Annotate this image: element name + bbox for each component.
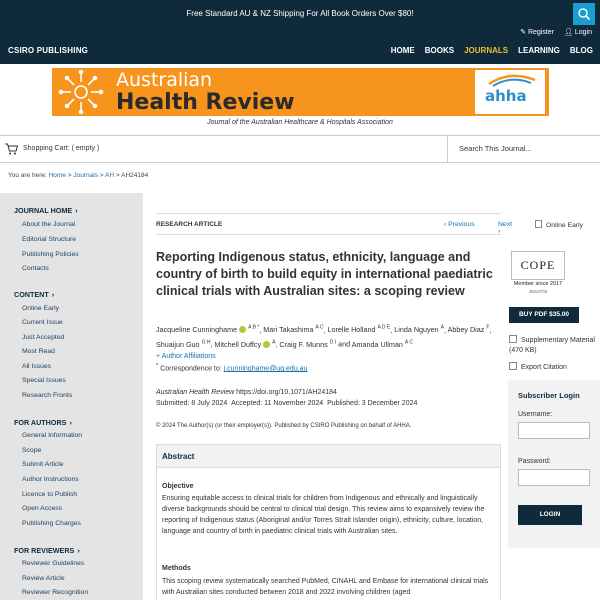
copyright-notice: © 2024 The Author(s) (or their employer(s)). Published by CSIRO Publishing on behalf of AHHA. <box>156 423 412 429</box>
sidebar-item-current-issue[interactable]: Current Issue <box>22 319 63 326</box>
sidebar-item-about[interactable]: About the Journal <box>22 221 76 228</box>
shopping-cart[interactable] <box>0 136 448 162</box>
sidebar-item-all-issues[interactable]: All Issues <box>22 363 52 370</box>
accepted-date: Accepted: 11 November 2024 <box>231 400 324 407</box>
chevron-right-icon: › <box>51 290 55 299</box>
username-label: Username: <box>518 411 553 418</box>
cart-label: Shopping Cart: ( empty ) <box>23 145 100 152</box>
chevron-right-icon: › <box>69 418 72 427</box>
username-field[interactable] <box>518 422 590 439</box>
chevron-right-icon: › <box>75 206 78 215</box>
menu-books[interactable]: BOOKS <box>424 46 455 55</box>
register-link[interactable]: ✎ Register <box>520 29 555 36</box>
sidebar-item-open-access[interactable]: Open Access <box>22 505 63 512</box>
author-link[interactable]: Abbey Diaz $^F$ <box>447 325 490 335</box>
previous-article-link[interactable]: ‹ Previous <box>444 221 475 228</box>
download-icon <box>509 335 517 343</box>
main-menu <box>391 46 593 55</box>
chevron-left-icon: ‹ <box>444 221 449 228</box>
submitted-date: Submitted: 8 July 2024 <box>156 400 228 407</box>
journal-name: Australian Health Review <box>156 389 235 396</box>
menu-learning[interactable]: LEARNING <box>518 46 560 55</box>
cope-badge[interactable] <box>510 251 566 297</box>
author-link[interactable]: Craig F. Munns $^{D I}$ <box>279 339 337 349</box>
sidebar-item-just-accepted[interactable]: Just Accepted <box>22 334 65 341</box>
login-button[interactable]: LOGIN <box>518 505 582 525</box>
search-button[interactable] <box>573 3 595 25</box>
published-date: Published: 3 December 2024 <box>327 400 418 407</box>
chevron-right-icon: › <box>77 546 80 555</box>
cope-logo: COPE <box>511 251 565 280</box>
export-icon <box>509 362 517 370</box>
subscriber-login-panel <box>508 380 600 548</box>
author-link[interactable]: Shuaijun Guo $^{G H}$ <box>156 339 211 349</box>
breadcrumb-home[interactable]: Home <box>48 172 66 179</box>
correspondence-email-link[interactable]: j.cunninghame@uq.edu.au <box>223 365 308 373</box>
sidebar-section-content[interactable]: CONTENT › <box>14 290 55 299</box>
search-icon <box>573 3 595 25</box>
site-brand[interactable]: CSIRO PUBLISHING <box>8 46 89 55</box>
sidebar-item-review-article[interactable]: Review Article <box>22 575 65 582</box>
document-icon <box>535 220 542 228</box>
sidebar-item-policies[interactable]: Publishing Policies <box>22 251 79 258</box>
ahha-logo-text: ahha <box>485 87 527 105</box>
breadcrumb-ah[interactable]: AH <box>105 172 115 179</box>
sidebar-item-submit-article[interactable]: Submit Article <box>22 461 64 468</box>
sidebar-section-for-reviewers[interactable]: FOR REVIEWERS › <box>14 546 80 555</box>
orcid-icon[interactable] <box>263 341 270 348</box>
breadcrumb: You are here: Home > Journals > AH > AH24184 <box>8 172 149 179</box>
sun-logo-icon <box>56 70 106 114</box>
methods-label: Methods <box>162 565 191 572</box>
banner-title-line1: Australian <box>116 69 213 91</box>
sidebar-item-author-instructions[interactable]: Author Instructions <box>22 476 79 483</box>
citation-block <box>156 387 501 409</box>
cart-icon <box>5 143 18 155</box>
orcid-icon[interactable] <box>239 326 246 333</box>
pencil-icon: ✎ <box>520 29 528 36</box>
menu-blog[interactable]: BLOG <box>569 46 593 55</box>
sidebar-item-research-fronts[interactable]: Research Fronts <box>22 392 73 399</box>
top-navigation <box>0 27 600 64</box>
search-input[interactable] <box>449 136 569 160</box>
sidebar-item-general-info[interactable]: General Information <box>22 432 83 439</box>
sidebar-item-most-read[interactable]: Most Read <box>22 348 55 355</box>
author-link[interactable]: Mari Takashima $^{A C}$ <box>263 325 324 335</box>
password-field[interactable] <box>518 469 590 486</box>
sidebar-item-reviewer-guidelines[interactable]: Reviewer Guidelines <box>22 560 85 567</box>
menu-journals[interactable]: JOURNALS <box>464 46 509 55</box>
author-link[interactable]: Mitchell Duffcy $^A$ <box>214 339 276 349</box>
methods-text: This scoping review systematically searched PubMed, CINAHL and Embase for international clinical trials with Australian sites conducted between 2018 and 2022 involving children (aged <box>162 578 489 596</box>
ahha-logo <box>475 70 545 114</box>
article-type-label: RESEARCH ARTICLE <box>156 221 223 228</box>
buy-pdf-button[interactable]: BUY PDF $35.00 <box>509 307 579 323</box>
breadcrumb-journals[interactable]: Journals <box>73 172 98 179</box>
sidebar-item-online-early[interactable]: Online Early <box>22 305 60 312</box>
journal-banner[interactable] <box>52 68 549 116</box>
cart-search-bar <box>0 135 600 163</box>
author-link[interactable]: Lorelle Holland $^{A D E}$ <box>327 325 391 335</box>
breadcrumb-current: AH24184 <box>121 172 149 179</box>
sidebar-item-licence[interactable]: Licence to Publish <box>22 491 78 498</box>
author-affiliations-toggle[interactable]: + Author Affiliations <box>156 353 216 360</box>
author-link[interactable]: Linda Nguyen $^A$ <box>394 325 444 335</box>
sidebar-item-contacts[interactable]: Contacts <box>22 265 49 272</box>
supplementary-material-link[interactable]: Supplementary Material (470 KB) <box>509 337 595 354</box>
sidebar <box>0 193 143 600</box>
journal-tagline: Journal of the Australian Healthcare & Hospitals Association <box>207 119 393 126</box>
sidebar-section-for-authors[interactable]: FOR AUTHORS › <box>14 418 72 427</box>
export-citation-link[interactable]: Export Citation <box>509 362 567 371</box>
search-field <box>449 136 573 162</box>
promo-banner: Free Standard AU & NZ Shipping For All Book Orders Over $80! <box>0 0 600 27</box>
password-label: Password: <box>518 458 551 465</box>
sidebar-item-special-issues[interactable]: Special Issues <box>22 377 66 384</box>
account-links <box>520 28 592 36</box>
next-article-link[interactable]: Next › <box>498 221 512 235</box>
sidebar-item-publishing-charges[interactable]: Publishing Charges <box>22 520 81 527</box>
author-link[interactable]: Jacqueline Cunninghame $^{A B *}$ <box>156 325 260 335</box>
banner-title-line2: Health Review <box>116 90 295 115</box>
cope-member-text: Member since 2017 <box>513 281 563 287</box>
online-early-badge: Online Early <box>535 220 583 229</box>
article-title: Reporting Indigenous status, ethnicity, language and country of birth to build equity in international paediatric clinical trials with Australian sites: a scoping review <box>156 250 493 298</box>
login-link[interactable]: 👤︎ Login <box>564 29 592 36</box>
sidebar-item-editorial[interactable]: Editorial Structure <box>22 236 77 243</box>
cope-id: JM12703 <box>528 289 548 294</box>
author-link[interactable]: Amanda Ullman $^{A C}$ <box>351 339 413 349</box>
login-heading: Subscriber Login <box>518 391 580 400</box>
doi-link[interactable]: https://doi.org/10.1071/AH24184 <box>236 389 337 396</box>
objective-label: Objective <box>162 483 194 490</box>
chevron-right-icon: › <box>498 228 501 235</box>
sidebar-section-journal-home[interactable]: JOURNAL HOME › <box>14 206 78 215</box>
correspondence: * Correspondence to: j.cunninghame@uq.edu.au <box>156 363 308 373</box>
menu-home[interactable]: HOME <box>390 46 415 55</box>
sidebar-item-scope[interactable]: Scope <box>22 447 42 454</box>
author-list: Jacqueline Cunninghame $^{A B *}$, Mari Takashima $^{A C}$, Lorelle Holland $^{A D E}$, Linda Nguyen $^A$, Abbey Diaz $^F$, Shuaijun Guo $^{G H}$, Mitchell Duffcy $^A$, Craig F. Munns $^{D I}$ and Amanda Ullman $^{A C}$ <box>156 325 492 349</box>
article-header-bar <box>156 213 512 235</box>
user-icon: 👤︎ <box>564 29 575 36</box>
sidebar-item-reviewer-recognition[interactable]: Reviewer Recognition <box>22 589 89 596</box>
objective-text: Ensuring equitable access to clinical trials for children from Indigenous and ethnically and linguistically diverse backgrounds should be central to clinical trial design. This review aims to expansively review the reporting of Indigenous status (Aboriginal and/or Torres Strait Islander origin), ethnicity, culture, location, language and country of birth in paediatric clinical trials with Australian sites. <box>162 495 485 535</box>
abstract-panel <box>156 444 501 600</box>
abstract-heading: Abstract <box>157 445 500 468</box>
